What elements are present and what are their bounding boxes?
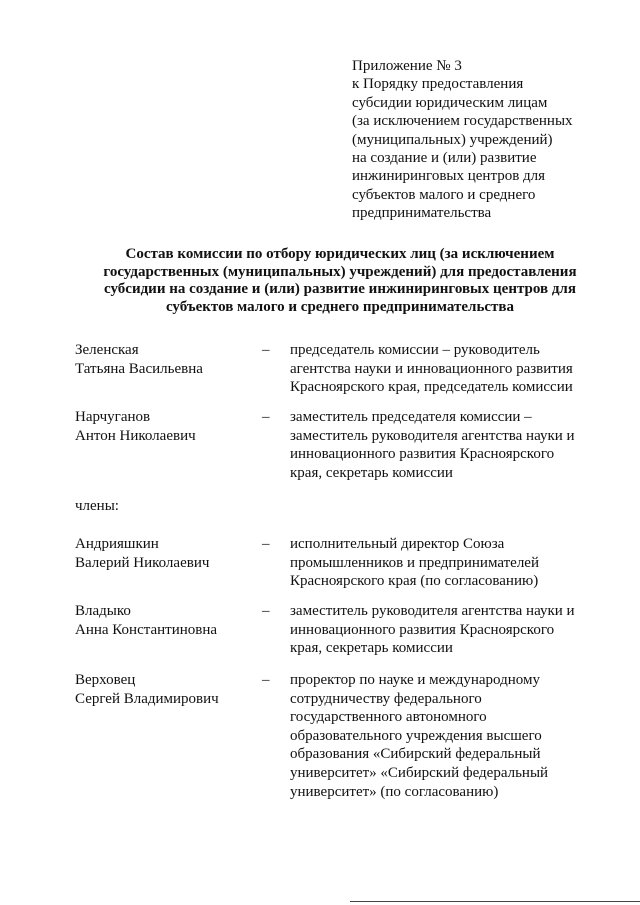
appendix-line: на создание и (или) развитие xyxy=(352,150,537,167)
appendix-line: инжиниринговых центров для xyxy=(352,168,546,185)
role-line: образовательного учреждения высшего xyxy=(290,727,542,744)
appendix-line: к Порядку предоставления xyxy=(352,76,524,93)
appendix-header xyxy=(352,57,622,223)
role-line: университет» «Сибирский федеральный xyxy=(290,764,549,781)
member-given-names: Валерий Николаевич xyxy=(75,554,210,571)
document-title xyxy=(60,246,620,316)
member-name xyxy=(75,341,255,378)
appendix-line: (муниципальных) учреждений) xyxy=(352,131,553,148)
role-line: государственного автономного xyxy=(290,709,487,726)
members-label: члены: xyxy=(75,498,119,514)
member-role xyxy=(290,408,610,482)
member-role xyxy=(290,602,610,658)
role-line: инновационного развития Красноярского xyxy=(290,621,555,638)
dash-separator: – xyxy=(262,603,270,619)
role-line: Красноярского края, председатель комиссии xyxy=(290,379,573,396)
role-line: сотрудничеству федерального xyxy=(290,690,482,707)
appendix-line: Приложение № 3 xyxy=(352,58,462,74)
member-surname: Верховец xyxy=(75,672,136,688)
role-line: промышленников и предпринимателей xyxy=(290,554,539,571)
appendix-line: предпринимательства xyxy=(352,205,492,222)
member-given-names: Татьяна Васильевна xyxy=(75,360,203,377)
title-line: субъектов малого и среднего предпринимательства xyxy=(165,298,515,315)
role-line: проректор по науке и международному xyxy=(290,672,540,688)
member-name xyxy=(75,671,255,708)
member-given-names: Сергей Владимирович xyxy=(75,690,219,707)
role-line: Красноярского края (по согласованию) xyxy=(290,573,539,590)
dash-separator: – xyxy=(262,672,270,688)
role-line: заместитель руководителя агентства науки и xyxy=(290,427,575,444)
member-role xyxy=(290,671,610,801)
role-line: исполнительный директор Союза xyxy=(290,536,505,552)
appendix-line: (за исключением государственных xyxy=(352,113,573,130)
role-line: заместитель руководителя агентства науки и xyxy=(290,603,575,619)
title-line: субсидии на создание и (или) развитие инжиниринговых центров для xyxy=(104,281,576,298)
member-surname: Андрияшкин xyxy=(75,536,159,552)
member-surname: Владыко xyxy=(75,603,131,619)
role-line: председатель комиссии – руководитель xyxy=(290,342,540,358)
role-line: края, секретарь комиссии xyxy=(290,464,453,481)
member-name xyxy=(75,602,255,639)
member-given-names: Антон Николаевич xyxy=(75,427,196,444)
dash-separator: – xyxy=(262,342,270,358)
appendix-line: субсидии юридическим лицам xyxy=(352,94,548,111)
role-line: заместитель председателя комиссии – xyxy=(290,409,532,425)
role-line: агентства науки и инновационного развития xyxy=(290,360,573,377)
dash-separator: – xyxy=(262,536,270,552)
member-role xyxy=(290,535,610,591)
appendix-line: субъектов малого и среднего xyxy=(352,186,536,203)
role-line: образования «Сибирский федеральный xyxy=(290,746,541,763)
role-line: инновационного развития Красноярского xyxy=(290,446,555,463)
member-given-names: Анна Константиновна xyxy=(75,621,218,638)
member-surname: Зеленская xyxy=(75,342,139,358)
page-edge-line xyxy=(350,901,640,902)
title-line: Состав комиссии по отбору юридических лиц (за исключением xyxy=(125,246,555,262)
dash-separator: – xyxy=(262,409,270,425)
role-line: университет» (по согласованию) xyxy=(290,783,499,800)
member-surname: Нарчуганов xyxy=(75,409,151,425)
member-name xyxy=(75,535,255,572)
member-role xyxy=(290,341,610,397)
title-line: государственных (муниципальных) учреждений) для предоставления xyxy=(103,263,577,280)
role-line: края, секретарь комиссии xyxy=(290,640,453,657)
member-name xyxy=(75,408,255,445)
